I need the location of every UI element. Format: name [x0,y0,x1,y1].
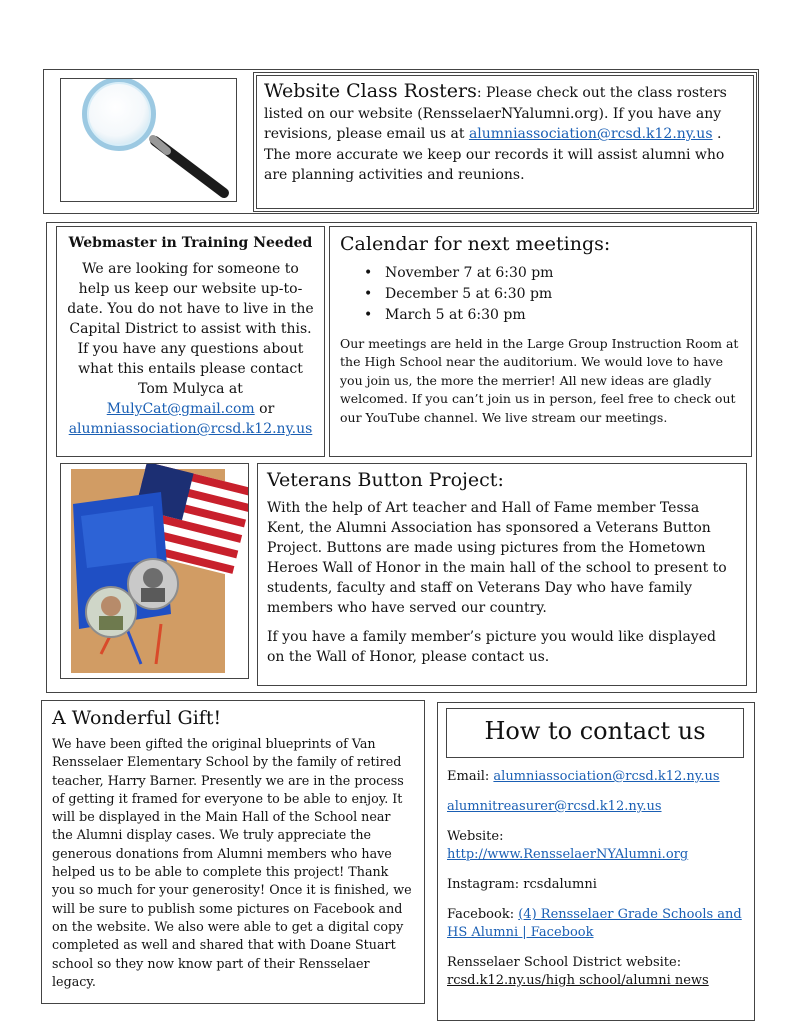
rosters-title: Website Class Rosters [264,80,477,102]
veterans-box [257,463,747,686]
rosters-text-a: : Please check out the class rosters listed on our website (RensselaerNYalumni.org). If you have any revisions, please email us at [264,85,727,142]
contact-facebook-link[interactable]: (4) Rensselaer Grade Schools and HS Alumni | Facebook [447,907,742,940]
contact-website-link[interactable]: http://www.RensselaerNYAlumni.org [447,847,689,862]
rosters-box [253,72,757,212]
contact-email-label: Email: [447,769,494,784]
webmaster-body: We are looking for someone to help us keep our website up-to-date. You do not have to live in the Capital District to assist with this. If you have any questions about what this entails please contact Tom Mulyca at [67,261,314,397]
veterans-paragraph-1: With the help of Art teacher and Hall of Fame member Tessa Kent, the Alumni Association has sponsored a Veterans Button Project. Buttons are made using pictures from the Hometown Heroes Wall of Honor in the main hall of the school to present to students, faculty and staff on Veterans Day who have family members who have served our country. [267,500,727,616]
contact-district-row [447,954,747,990]
calendar-date-item: • March 5 at 6:30 pm [340,305,741,326]
calendar-title: Calendar for next meetings: [340,233,611,255]
calendar-date-item: • November 7 at 6:30 pm [340,263,741,284]
contact-email-link[interactable]: alumniassociation@rcsd.k12.ny.us [493,769,720,784]
webmaster-box [56,226,325,457]
veterans-photo-frame [60,463,249,679]
contact-district-link[interactable]: rcsd.k12.ny.us/high school/alumni news [447,973,709,988]
magnifying-glass-icon [61,79,236,201]
veterans-paragraph-2: If you have a family member’s picture you would like displayed on the Wall of Honor, please contact us. [267,629,716,665]
webmaster-text [65,259,316,439]
gift-box [41,700,425,1004]
webmaster-or: or [254,401,275,417]
gift-title: A Wonderful Gift! [52,707,222,729]
contact-website-label: Website: [447,829,504,844]
rosters-text-b: . The more accurate we keep our records it will assist alumni who are planning activities and reunions. [264,126,725,183]
contact-facebook-label: Facebook: [447,907,519,922]
contact-email-row [447,768,747,786]
veterans-photo-icon [61,464,248,678]
contact-treasurer-email-link[interactable]: alumnitreasurer@rcsd.k12.ny.us [447,799,662,814]
magnifier-frame [60,78,237,202]
contact-title: How to contact us [446,708,744,758]
calendar-description: Our meetings are held in the Large Group Instruction Room at the High School near the auditorium. We would love to have you join us, the more the merrier! All new ideas are gladly welcomed. If you can’t join us in person, feel free to check out our YouTube channel. We live stream our meetings. [340,336,739,425]
webmaster-alumni-email-link[interactable]: alumniassociation@rcsd.k12.ny.us [68,421,313,437]
contact-website-row [447,828,747,864]
contact-details [447,768,747,1002]
contact-facebook-row [447,906,747,942]
contact-district-label: Rensselaer School District website: [447,955,682,970]
rosters-text [264,81,746,186]
contact-instagram: Instagram: rcsdalumni [447,877,597,892]
rosters-email-link[interactable]: alumniassociation@rcsd.k12.ny.us [468,126,713,142]
calendar-box [329,226,752,457]
webmaster-email-link[interactable]: MulyCat@gmail.com [106,401,255,417]
calendar-date-list [340,263,741,326]
veterans-title: Veterans Button Project: [267,469,504,491]
webmaster-title: Webmaster in Training Needed [68,235,313,251]
gift-body: We have been gifted the original blueprints of Van Rensselaer Elementary School by the family of retired teacher, Harry Barner. Presently we are in the process of getting it framed for everyone to be able to enjoy. It will be displayed in the Main Hall of the School near the Alumni display cases. We truly appreciate the generous donations from Alumni members who have helped us to be able to complete this project! Thank you so much for your generosity! Once it is finished, we will be sure to publish some pictures on Facebook and on the website. We also were able to get a digital copy completed as well and shared that with Doane Stuart school so they now know part of their Rensselaer legacy. [52,736,412,989]
calendar-date-item: • December 5 at 6:30 pm [340,284,741,305]
contact-treasurer-row [447,798,747,816]
